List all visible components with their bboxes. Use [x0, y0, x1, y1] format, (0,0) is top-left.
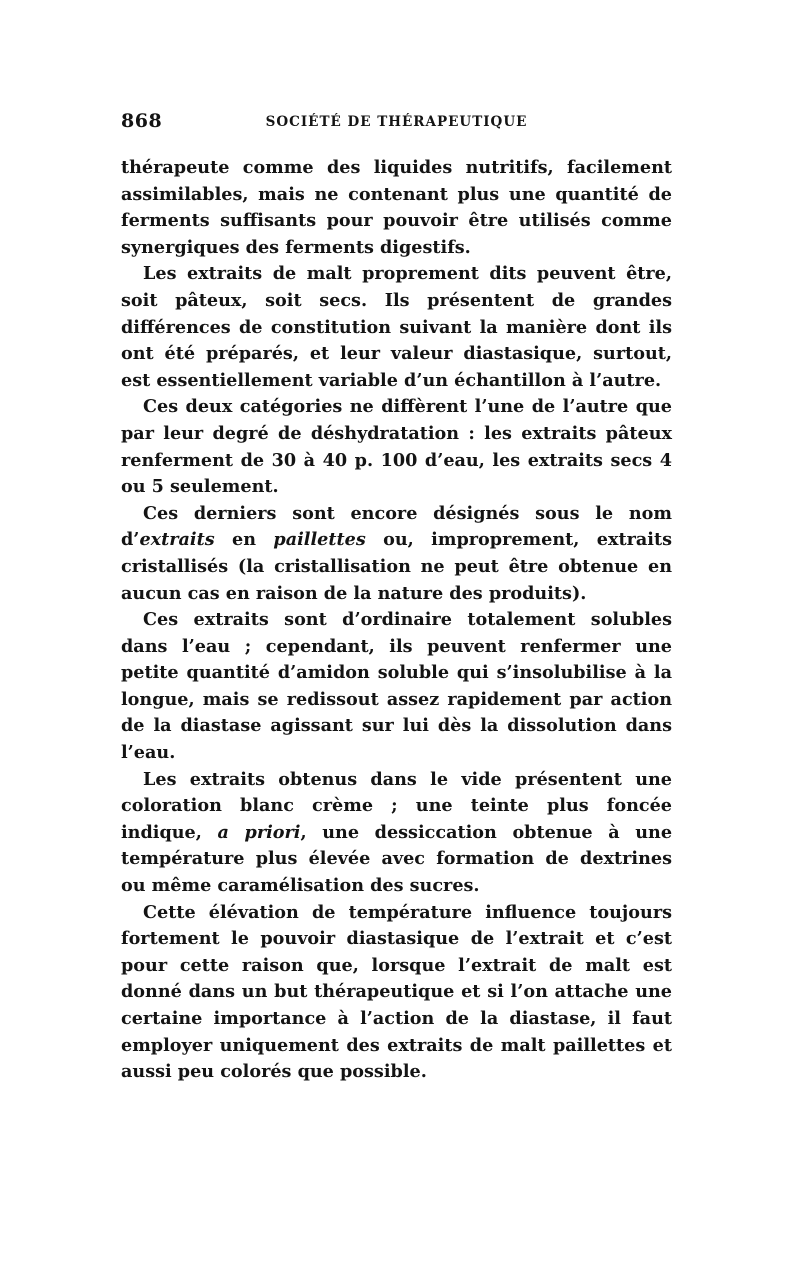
paragraph-paillettes	[121, 501, 672, 607]
italic-term: paillettes	[273, 529, 366, 551]
paragraph-continuation: thérapeute comme des liquides nutritifs, facilement assimilables, mais ne contenant plus une quantité de ferments suffisants pour pouvoir être utilisés comme synergiques des ferments digestifs.	[121, 157, 672, 258]
body-text	[121, 155, 672, 1086]
text-run: Les extraits obtenus dans le vide présentent une coloration blanc crème ; une teinte plus foncée indique,	[121, 768, 672, 843]
paragraph-categories: Ces deux catégories ne diffèrent l’une de l’autre que par leur degré de déshydratation : les extraits pâteux renferment de 30 à 40 p. 100 d’eau, les extraits secs 4 ou 5 seulement.	[121, 396, 672, 498]
running-title: SOCIÉTÉ DE THÉRAPEUTIQUE	[265, 114, 528, 130]
paragraph-malt-extracts: Les extraits de malt proprement dits peuvent être, soit pâteux, soit secs. Ils présentent de grandes différences de constitution suivant la manière dont ils ont été préparés, et leur valeur diastasique, surtout, est essentiellement variable d’un échantillon à l’autre.	[121, 263, 672, 391]
italic-term: a priori	[217, 821, 301, 843]
running-head	[121, 110, 672, 144]
text-run: ou, improprement, extraits cristallisés (la cristallisation ne peut être obtenue en aucun cas en raison de la nature des produits).	[121, 529, 672, 604]
paragraph-coloration	[121, 767, 672, 900]
text-run: Ces derniers sont encore désignés sous le nom d’	[121, 502, 672, 551]
text-run: , une dessiccation obtenue à une température plus élevée avec formation de dextrines ou même caramélisation des sucres.	[121, 821, 673, 897]
paragraph-solubility: Ces extraits sont d’ordinaire totalement solubles dans l’eau ; cependant, ils peuvent renfermer une petite quantité d’amidon soluble qui s’insolubilise à la longue, mais se redissout assez rapidement par action de la diastase agissant sur lui dès la dissolution dans l’eau.	[121, 609, 672, 764]
text-run: en	[214, 529, 274, 551]
italic-term: extraits	[139, 529, 215, 551]
paragraph-temperature: Cette élévation de température influence toujours fortement le pouvoir diastasique de l’extrait et c’est pour cette raison que, lorsque l’extrait de malt est donné dans un but thérapeutique et si l’on attache une certaine importance à l’action de la diastase, il faut employer uniquement des extraits de malt paillettes et aussi peu colorés que possible.	[121, 901, 672, 1083]
page-number: 868	[121, 110, 163, 132]
